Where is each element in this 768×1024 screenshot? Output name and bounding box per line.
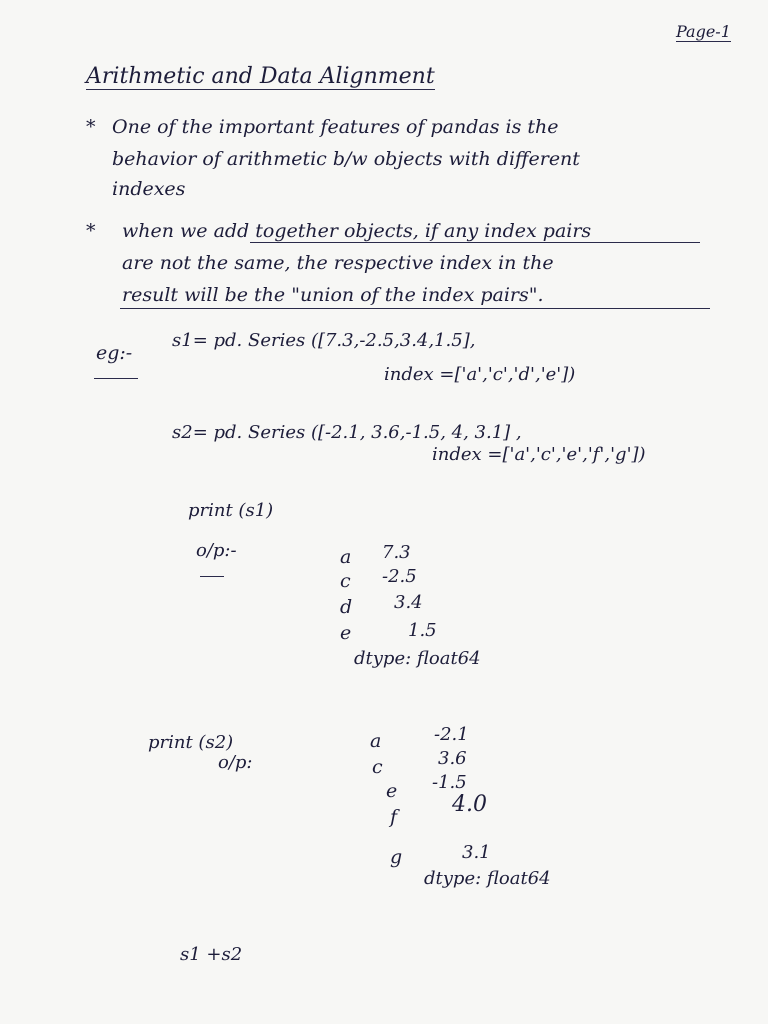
s2-value: 3.6	[438, 748, 467, 769]
page-title: Arithmetic and Data Alignment	[86, 64, 435, 89]
print-s1-command: print (s1)	[188, 500, 274, 521]
s1-index-label: e	[340, 622, 352, 644]
s1-value: 1.5	[408, 620, 437, 641]
underline-rule	[94, 378, 138, 379]
s2-value: 3.1	[462, 842, 491, 863]
s2-index-label: c	[372, 756, 383, 778]
s2-value: -2.1	[434, 724, 469, 745]
s2-definition-line-2: index =['a','c','e','f','g'])	[432, 444, 646, 465]
bullet-marker: *	[86, 116, 96, 138]
s1-definition-line-2: index =['a','c','d','e'])	[384, 364, 576, 385]
sum-command: s1 +s2	[180, 944, 243, 965]
s2-definition-line-1: s2= pd. Series ([-2.1, 3.6,-1.5, 4, 3.1] ,	[172, 422, 522, 443]
bullet-1-line-3: indexes	[112, 178, 186, 200]
s1-value: -2.5	[382, 566, 417, 587]
s2-index-label: e	[386, 780, 398, 802]
underline-rule	[200, 576, 224, 577]
s2-index-label: f	[390, 806, 398, 828]
s1-value: 3.4	[394, 592, 423, 613]
s1-output-label: o/p:-	[196, 540, 237, 561]
page-number: Page-1	[676, 22, 731, 41]
bullet-2-line-1: when we add together objects, if any index pairs	[122, 220, 592, 242]
underline-rule	[250, 242, 700, 243]
bullet-2-line-2: are not the same, the respective index in the	[122, 252, 554, 274]
bullet-1-line-1: One of the important features of pandas is the	[112, 116, 559, 138]
s2-value: 4.0	[452, 792, 487, 817]
s2-index-label: g	[390, 846, 403, 868]
bullet-1-line-2: behavior of arithmetic b/w objects with different	[112, 148, 580, 170]
bullet-marker: *	[86, 220, 96, 242]
s1-dtype: dtype: float64	[354, 648, 481, 669]
s2-index-label: a	[370, 730, 382, 752]
s1-index-label: d	[340, 596, 353, 618]
s1-value: 7.3	[382, 542, 411, 563]
example-label: eg:-	[96, 342, 133, 364]
print-s2-command: print (s2)	[148, 732, 234, 753]
s1-index-label: a	[340, 546, 352, 568]
s2-value: -1.5	[432, 772, 467, 793]
s1-index-label: c	[340, 570, 351, 592]
s2-output-label: o/p:	[218, 752, 253, 773]
underline-rule	[120, 308, 710, 309]
bullet-2-line-3: result will be the "union of the index pairs".	[122, 284, 544, 306]
s2-dtype: dtype: float64	[424, 868, 551, 889]
s1-definition-line-1: s1= pd. Series ([7.3,-2.5,3.4,1.5],	[172, 330, 476, 351]
